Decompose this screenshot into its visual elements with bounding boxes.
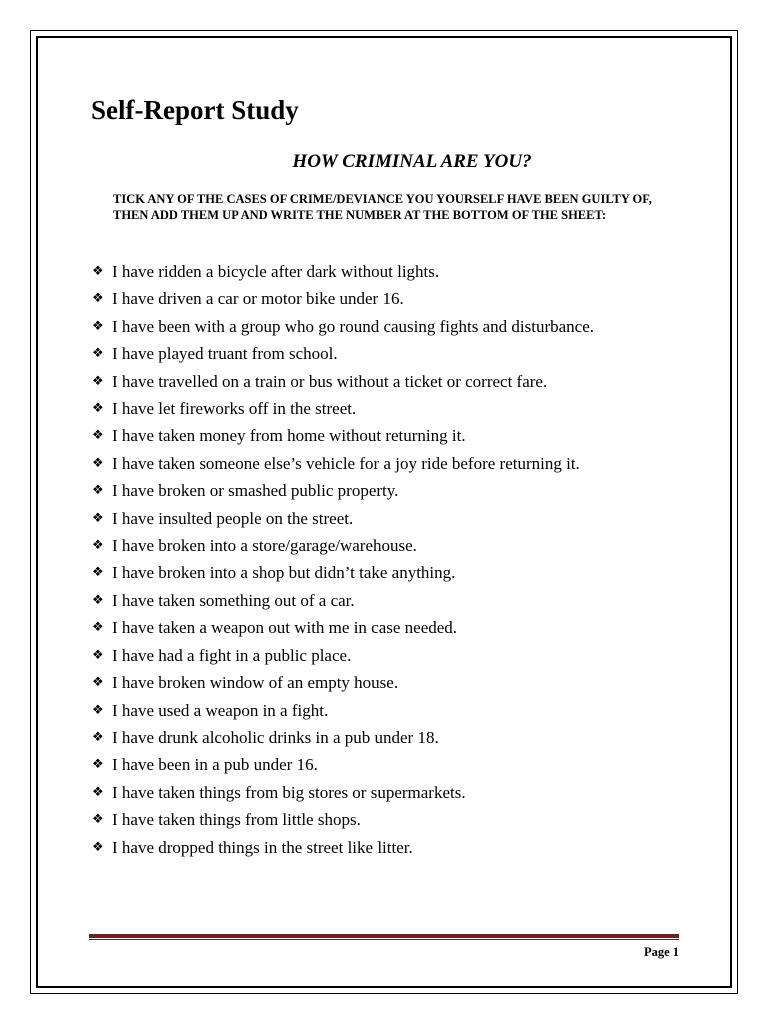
list-item-text: I have let fireworks off in the street. <box>112 399 357 419</box>
list-item <box>92 477 652 504</box>
diamond-bullet-icon: ❖ <box>92 401 104 417</box>
list-item <box>92 258 652 285</box>
list-item-text: I have drunk alcoholic drinks in a pub under 18. <box>112 727 439 747</box>
list-item-text: I have been in a pub under 16. <box>112 755 318 775</box>
diamond-bullet-icon: ❖ <box>92 812 104 828</box>
diamond-bullet-icon: ❖ <box>92 647 104 663</box>
list-item <box>92 450 652 477</box>
list-item <box>92 724 652 751</box>
list-item <box>92 395 652 422</box>
diamond-bullet-icon: ❖ <box>92 483 104 499</box>
list-item-text: I have played truant from school. <box>112 344 338 364</box>
list-item-text: I have taken something out of a car. <box>112 590 355 610</box>
diamond-bullet-icon: ❖ <box>92 510 104 526</box>
list-item-text: I have taken someone else’s vehicle for a joy ride before returning it. <box>112 453 580 473</box>
list-item-text: I have been with a group who go round causing fights and disturbance. <box>112 316 595 336</box>
list-item <box>92 669 652 696</box>
diamond-bullet-icon: ❖ <box>92 702 104 718</box>
list-item-text: I have used a weapon in a fight. <box>112 700 329 720</box>
list-item <box>92 587 652 614</box>
list-item <box>92 834 652 861</box>
list-item-text: I have broken into a store/garage/warehouse. <box>112 536 417 556</box>
diamond-bullet-icon: ❖ <box>92 675 104 691</box>
list-item <box>92 806 652 833</box>
list-item <box>92 505 652 532</box>
diamond-bullet-icon: ❖ <box>92 318 104 334</box>
diamond-bullet-icon: ❖ <box>92 784 104 800</box>
checklist <box>92 258 652 861</box>
document-title: Self-Report Study <box>91 95 299 125</box>
diamond-bullet-icon: ❖ <box>92 264 104 279</box>
document-subtitle: HOW CRIMINAL ARE YOU? <box>292 151 532 172</box>
list-item-text: I have ridden a bicycle after dark without lights. <box>112 262 440 281</box>
list-item <box>92 559 652 586</box>
list-item-text: I have taken money from home without returning it. <box>112 426 466 446</box>
diamond-bullet-icon: ❖ <box>92 455 104 471</box>
list-item-text: I have had a fight in a public place. <box>112 645 352 665</box>
list-item-text: I have broken into a shop but didn’t take anything. <box>112 563 456 583</box>
list-item <box>92 532 652 559</box>
page-number: Page 1 <box>643 945 679 959</box>
list-item-text: I have travelled on a train or bus without a ticket or correct fare. <box>112 371 548 391</box>
diamond-bullet-icon: ❖ <box>92 729 104 745</box>
list-item <box>92 285 652 312</box>
list-item <box>92 313 652 340</box>
diamond-bullet-icon: ❖ <box>92 620 104 636</box>
list-item <box>92 422 652 449</box>
list-item <box>92 340 652 367</box>
footer-rule-thin <box>89 939 679 940</box>
diamond-bullet-icon: ❖ <box>92 592 104 608</box>
list-item-text: I have broken window of an empty house. <box>112 673 399 693</box>
list-item-text: I have broken or smashed public property. <box>112 481 399 501</box>
list-item <box>92 368 652 395</box>
diamond-bullet-icon: ❖ <box>92 428 104 444</box>
diamond-bullet-icon: ❖ <box>92 346 104 362</box>
list-item-text: I have taken things from big stores or supermarkets. <box>112 782 466 802</box>
list-item-text: I have driven a car or motor bike under 16. <box>112 289 404 309</box>
diamond-bullet-icon: ❖ <box>92 565 104 581</box>
diamond-bullet-icon: ❖ <box>92 538 104 554</box>
list-item-text: I have dropped things in the street like litter. <box>112 837 413 857</box>
diamond-bullet-icon: ❖ <box>92 839 104 855</box>
footer-rule <box>89 934 679 941</box>
diamond-bullet-icon: ❖ <box>92 291 104 307</box>
instructions-text: TICK ANY OF THE CASES OF CRIME/DEVIANCE YOU YOURSELF HAVE BEEN GUILTY OF, THEN ADD THEM UP AND WRITE THE NUMBER AT THE BOTTOM OF THE SHEET: <box>113 192 652 222</box>
diamond-bullet-icon: ❖ <box>92 757 104 773</box>
list-item <box>92 642 652 669</box>
list-item <box>92 614 652 641</box>
list-item-text: I have insulted people on the street. <box>112 508 354 528</box>
diamond-bullet-icon: ❖ <box>92 373 104 389</box>
list-item-text: I have taken a weapon out with me in case needed. <box>112 618 458 638</box>
footer-rule-thick <box>89 934 679 938</box>
list-item <box>92 779 652 806</box>
list-item-text: I have taken things from little shops. <box>112 810 361 830</box>
list-item <box>92 697 652 724</box>
list-item <box>92 751 652 778</box>
